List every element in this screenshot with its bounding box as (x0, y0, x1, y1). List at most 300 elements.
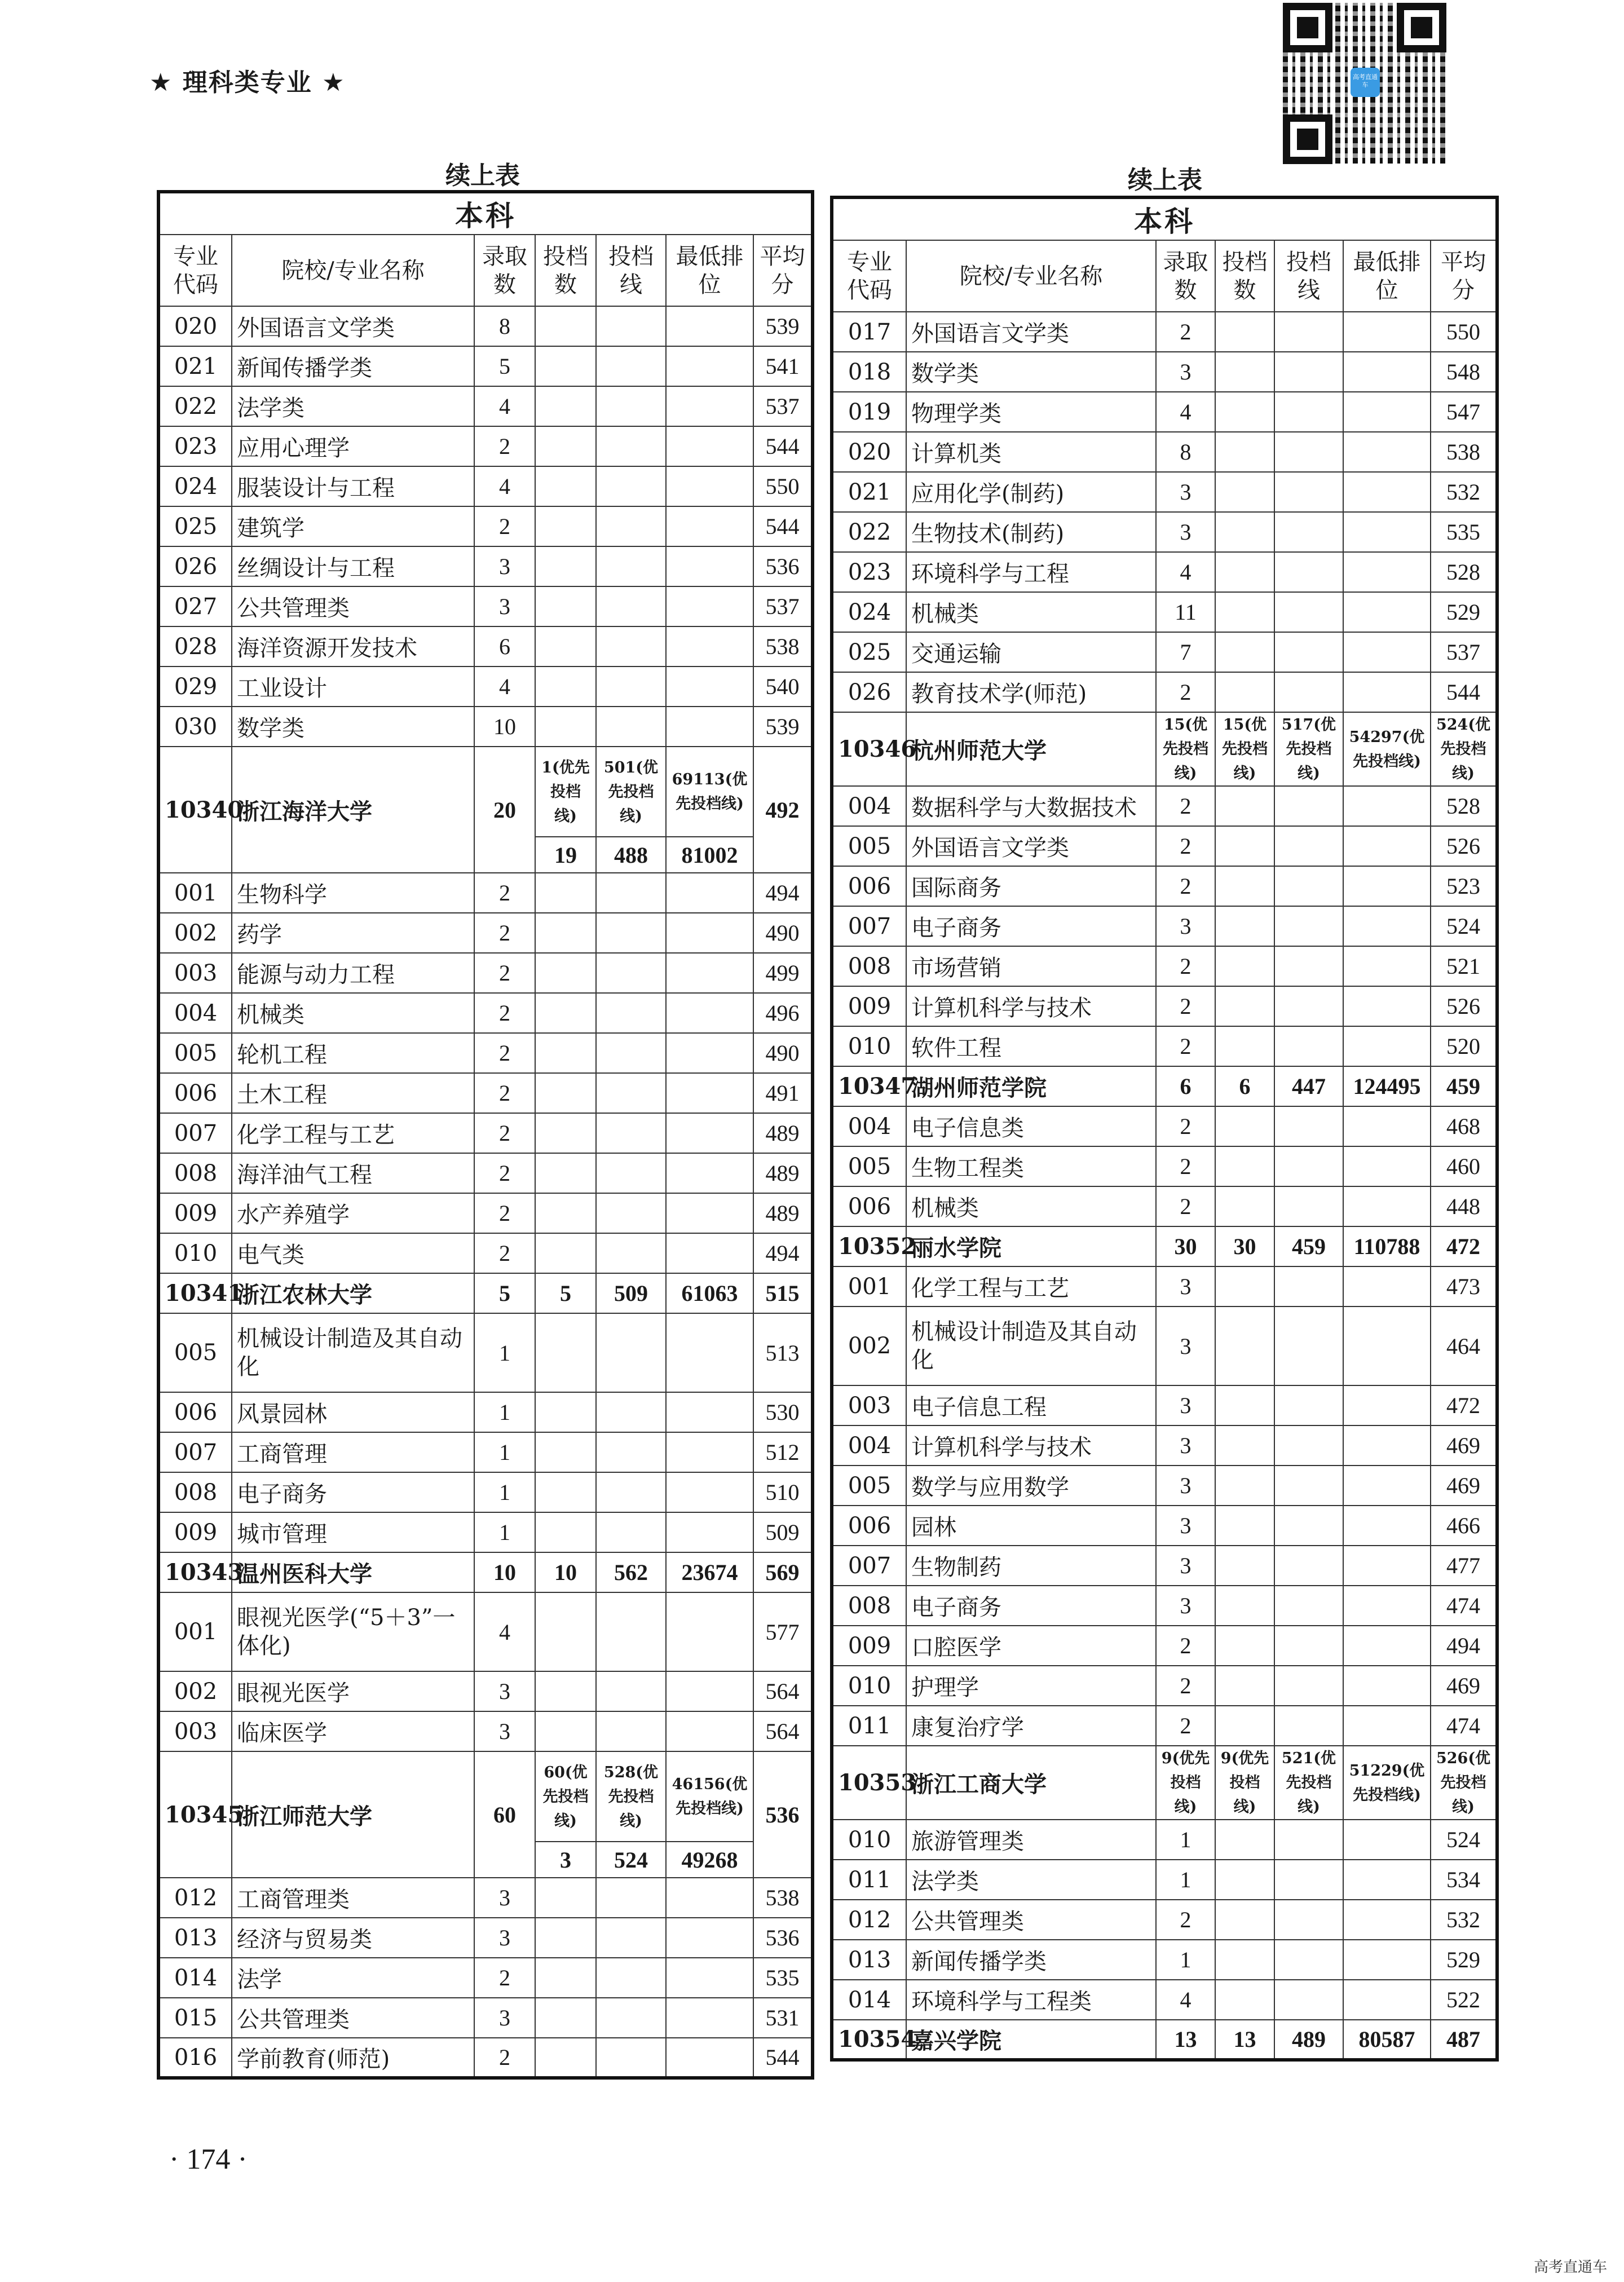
empty-cell (1215, 1706, 1274, 1746)
admit-count: 4 (1156, 392, 1215, 432)
major-name: 公共管理类 (232, 586, 474, 626)
major-row (832, 1586, 1497, 1626)
admit-count: 1 (474, 1313, 535, 1392)
major-code: 012 (832, 1900, 906, 1940)
band-row (832, 197, 1497, 240)
empty-cell (666, 1512, 753, 1552)
average-score: 536 (753, 1751, 813, 1878)
admit-count: 2 (474, 426, 535, 466)
empty-cell (1343, 1306, 1431, 1385)
header-row (832, 240, 1497, 312)
empty-cell (1274, 312, 1343, 352)
empty-cell (596, 1472, 666, 1512)
lowest-rank: 49268 (666, 1842, 753, 1878)
empty-cell (666, 1233, 753, 1273)
major-row (158, 666, 813, 707)
empty-cell (1274, 512, 1343, 552)
major-row (832, 1860, 1497, 1900)
major-name: 数学与应用数学 (906, 1466, 1156, 1506)
admit-count: 3 (1156, 352, 1215, 392)
empty-cell (596, 1592, 666, 1671)
major-name: 能源与动力工程 (232, 953, 474, 993)
empty-cell (535, 2038, 596, 2078)
projected-count-priority: 60(优先投档线) (535, 1751, 596, 1842)
empty-cell (596, 306, 666, 346)
major-code: 008 (158, 1472, 232, 1512)
average-score: 459 (1431, 1066, 1497, 1106)
projected-count: 19 (535, 837, 596, 873)
average-score: 464 (1431, 1306, 1497, 1385)
average-score: 490 (753, 1033, 813, 1073)
empty-cell (1215, 1306, 1274, 1385)
university-code: 10352 (832, 1226, 906, 1266)
admit-count: 20 (474, 747, 535, 873)
major-name: 经济与贸易类 (232, 1918, 474, 1958)
empty-cell (596, 953, 666, 993)
empty-cell (1343, 986, 1431, 1026)
major-row (832, 472, 1497, 512)
empty-cell (1274, 1820, 1343, 1860)
major-code: 010 (832, 1820, 906, 1860)
major-row (158, 1878, 813, 1918)
empty-cell (596, 993, 666, 1033)
empty-cell (535, 386, 596, 426)
empty-cell (666, 1998, 753, 2038)
major-code: 004 (832, 1106, 906, 1146)
projected-count: 15(优先投档线) (1215, 712, 1274, 786)
major-name: 工商管理 (232, 1432, 474, 1472)
projection-line: 489 (1274, 2020, 1343, 2060)
major-code: 002 (158, 1671, 232, 1711)
major-code: 023 (832, 552, 906, 592)
column-header: 专业代码 (158, 235, 232, 306)
average-score: 539 (753, 707, 813, 747)
major-row (832, 1546, 1497, 1586)
major-row (832, 1266, 1497, 1306)
major-row (832, 1466, 1497, 1506)
average-score: 532 (1431, 472, 1497, 512)
major-name: 数据科学与大数据技术 (906, 786, 1156, 826)
major-code: 001 (158, 1592, 232, 1671)
empty-cell (1215, 826, 1274, 866)
empty-cell (535, 1113, 596, 1153)
empty-cell (1343, 1980, 1431, 2020)
projection-line: 521(优先投档线) (1274, 1746, 1343, 1820)
major-name: 城市管理 (232, 1512, 474, 1552)
average-score: 474 (1431, 1586, 1497, 1626)
empty-cell (1343, 1940, 1431, 1980)
admit-count: 5 (474, 1273, 535, 1313)
admit-count: 2 (1156, 1666, 1215, 1706)
empty-cell (1274, 352, 1343, 392)
column-header: 投档数 (1215, 240, 1274, 312)
empty-cell (1215, 592, 1274, 632)
empty-cell (1343, 552, 1431, 592)
column-header: 投档线 (1274, 240, 1343, 312)
lowest-rank: 51229(优先投档线) (1343, 1746, 1431, 1820)
major-name: 眼视光医学(“5＋3”一体化) (232, 1592, 474, 1671)
admit-count: 2 (1156, 986, 1215, 1026)
university-code: 10354 (832, 2020, 906, 2060)
average-score: 521 (1431, 946, 1497, 986)
empty-cell (666, 346, 753, 386)
major-name: 电子信息类 (906, 1106, 1156, 1146)
major-code: 008 (832, 946, 906, 986)
admit-count: 3 (474, 1711, 535, 1751)
admit-count: 3 (474, 1878, 535, 1918)
empty-cell (596, 1073, 666, 1113)
empty-cell (1274, 1706, 1343, 1746)
major-row (158, 993, 813, 1033)
average-score: 466 (1431, 1506, 1497, 1546)
average-score: 492 (753, 747, 813, 873)
major-row (158, 913, 813, 953)
average-score: 540 (753, 666, 813, 707)
empty-cell (1274, 1106, 1343, 1146)
average-score: 537 (753, 386, 813, 426)
major-code: 011 (832, 1706, 906, 1746)
projection-line-priority: 501(优先投档线) (596, 747, 666, 837)
major-row (832, 312, 1497, 352)
empty-cell (1215, 1385, 1274, 1425)
admit-count: 2 (1156, 1186, 1215, 1226)
empty-cell (1343, 1026, 1431, 1066)
major-code: 017 (832, 312, 906, 352)
empty-cell (1343, 1266, 1431, 1306)
admit-count: 2 (1156, 866, 1215, 906)
major-code: 009 (158, 1512, 232, 1552)
major-code: 003 (832, 1385, 906, 1425)
empty-cell (1215, 866, 1274, 906)
average-score: 520 (1431, 1026, 1497, 1066)
admit-count: 3 (474, 1998, 535, 2038)
major-code: 012 (158, 1878, 232, 1918)
average-score: 564 (753, 1711, 813, 1751)
major-row (832, 1506, 1497, 1546)
major-row (158, 466, 813, 506)
admit-count: 2 (474, 506, 535, 546)
admit-count: 1 (474, 1392, 535, 1432)
major-name: 电气类 (232, 1233, 474, 1273)
average-score: 547 (1431, 392, 1497, 432)
major-row (158, 1592, 813, 1671)
average-score: 490 (753, 913, 813, 953)
university-name: 浙江师范大学 (232, 1751, 474, 1878)
empty-cell (666, 1711, 753, 1751)
major-row (158, 1512, 813, 1552)
major-name: 外国语言文学类 (232, 306, 474, 346)
major-code: 024 (158, 466, 232, 506)
major-row (158, 586, 813, 626)
admit-count: 8 (474, 306, 535, 346)
major-code: 008 (158, 1153, 232, 1193)
admit-count: 8 (1156, 432, 1215, 472)
empty-cell (596, 1113, 666, 1153)
average-score: 522 (1431, 1980, 1497, 2020)
empty-cell (666, 707, 753, 747)
major-row (158, 2038, 813, 2078)
major-code: 003 (158, 953, 232, 993)
major-name: 化学工程与工艺 (906, 1266, 1156, 1306)
major-code: 004 (832, 786, 906, 826)
admission-table-right (830, 196, 1499, 2062)
empty-cell (666, 1918, 753, 1958)
admit-count: 2 (474, 1153, 535, 1193)
admit-count: 1 (1156, 1860, 1215, 1900)
admit-count: 3 (1156, 1385, 1215, 1425)
empty-cell (1215, 472, 1274, 512)
major-row (832, 1306, 1497, 1385)
empty-cell (1343, 1820, 1431, 1860)
major-code: 020 (158, 306, 232, 346)
empty-cell (666, 1671, 753, 1711)
average-score: 550 (1431, 312, 1497, 352)
empty-cell (535, 626, 596, 666)
projection-line: 524 (596, 1842, 666, 1878)
major-name: 机械设计制造及其自动化 (906, 1306, 1156, 1385)
admit-count: 4 (474, 1592, 535, 1671)
projected-count: 5 (535, 1273, 596, 1313)
qr-code[interactable] (1283, 3, 1446, 164)
major-row (158, 1998, 813, 2038)
major-code: 007 (158, 1432, 232, 1472)
average-score: 526(优先投档线) (1431, 1746, 1497, 1820)
empty-cell (1215, 352, 1274, 392)
empty-cell (1274, 472, 1343, 512)
empty-cell (535, 1472, 596, 1512)
major-row (832, 592, 1497, 632)
major-code: 009 (158, 1193, 232, 1233)
empty-cell (535, 346, 596, 386)
major-name: 物理学类 (906, 392, 1156, 432)
empty-cell (535, 913, 596, 953)
major-row (158, 626, 813, 666)
admit-count: 2 (1156, 946, 1215, 986)
major-row (158, 1233, 813, 1273)
major-row (832, 432, 1497, 472)
average-score: 477 (1431, 1546, 1497, 1586)
lowest-rank-priority: 46156(优先投档线) (666, 1751, 753, 1842)
major-row (832, 826, 1497, 866)
major-row (158, 1671, 813, 1711)
major-name: 应用化学(制药) (906, 472, 1156, 512)
admit-count: 1 (474, 1512, 535, 1552)
empty-cell (1343, 946, 1431, 986)
empty-cell (1343, 786, 1431, 826)
empty-cell (1215, 1900, 1274, 1940)
average-score: 577 (753, 1592, 813, 1671)
major-code: 030 (158, 707, 232, 747)
empty-cell (1343, 1546, 1431, 1586)
empty-cell (1215, 1546, 1274, 1586)
average-score: 487 (1431, 2020, 1497, 2060)
average-score: 472 (1431, 1226, 1497, 1266)
major-code: 006 (158, 1073, 232, 1113)
empty-cell (535, 1671, 596, 1711)
empty-cell (1343, 1900, 1431, 1940)
major-code: 013 (832, 1940, 906, 1980)
empty-cell (1343, 866, 1431, 906)
major-row (158, 426, 813, 466)
university-row (832, 712, 1497, 786)
column-header: 最低排位 (1343, 240, 1431, 312)
qr-badge: 高考直通车 (1351, 68, 1380, 97)
major-code: 020 (832, 432, 906, 472)
empty-cell (596, 873, 666, 913)
column-header: 投档数 (535, 235, 596, 306)
major-name: 建筑学 (232, 506, 474, 546)
major-name: 生物工程类 (906, 1146, 1156, 1186)
major-name: 法学类 (906, 1860, 1156, 1900)
major-name: 法学 (232, 1958, 474, 1998)
admit-count: 11 (1156, 592, 1215, 632)
admit-count: 3 (474, 546, 535, 586)
average-score: 530 (753, 1392, 813, 1432)
university-row (158, 1751, 813, 1842)
major-name: 环境科学与工程 (906, 552, 1156, 592)
average-score: 524 (1431, 1820, 1497, 1860)
empty-cell (596, 546, 666, 586)
major-row (158, 873, 813, 913)
lowest-rank: 124495 (1343, 1066, 1431, 1106)
column-header: 录取数 (1156, 240, 1215, 312)
empty-cell (596, 1313, 666, 1392)
admit-count: 2 (474, 1073, 535, 1113)
admit-count: 1 (474, 1472, 535, 1512)
major-name: 护理学 (906, 1666, 1156, 1706)
empty-cell (666, 2038, 753, 2078)
empty-cell (1274, 1506, 1343, 1546)
major-code: 026 (832, 672, 906, 712)
empty-cell (666, 873, 753, 913)
empty-cell (596, 1958, 666, 1998)
empty-cell (1215, 1586, 1274, 1626)
empty-cell (535, 506, 596, 546)
major-row (832, 1900, 1497, 1940)
university-code: 10345 (158, 1751, 232, 1878)
empty-cell (666, 1153, 753, 1193)
major-code: 001 (158, 873, 232, 913)
major-row (158, 1918, 813, 1958)
average-score: 537 (753, 586, 813, 626)
major-code: 009 (832, 1626, 906, 1666)
average-score: 564 (753, 1671, 813, 1711)
admit-count: 3 (1156, 472, 1215, 512)
average-score: 532 (1431, 1900, 1497, 1940)
major-code: 006 (832, 1186, 906, 1226)
university-name: 温州医科大学 (232, 1552, 474, 1592)
admission-table-left (157, 190, 814, 2080)
empty-cell (1215, 906, 1274, 946)
major-name: 新闻传播学类 (906, 1940, 1156, 1980)
empty-cell (1343, 352, 1431, 392)
major-code: 005 (832, 826, 906, 866)
major-row (158, 386, 813, 426)
admit-count: 3 (1156, 1266, 1215, 1306)
average-score: 550 (753, 466, 813, 506)
empty-cell (535, 1592, 596, 1671)
empty-cell (1274, 866, 1343, 906)
empty-cell (535, 466, 596, 506)
admit-count: 3 (1156, 1586, 1215, 1626)
empty-cell (535, 873, 596, 913)
admit-count: 7 (1156, 632, 1215, 672)
major-code: 010 (158, 1233, 232, 1273)
admit-count: 2 (1156, 1706, 1215, 1746)
admit-count: 2 (1156, 826, 1215, 866)
admit-count: 6 (474, 626, 535, 666)
university-name: 浙江工商大学 (906, 1746, 1156, 1820)
major-code: 014 (158, 1958, 232, 1998)
major-code: 002 (158, 913, 232, 953)
major-row (832, 786, 1497, 826)
empty-cell (1343, 1586, 1431, 1626)
empty-cell (535, 1432, 596, 1472)
major-row (158, 1033, 813, 1073)
major-row (832, 352, 1497, 392)
major-row (832, 1706, 1497, 1746)
qr-finder-icon (1397, 3, 1446, 52)
major-row (832, 392, 1497, 432)
major-name: 计算机科学与技术 (906, 1425, 1156, 1466)
university-code: 10347 (832, 1066, 906, 1106)
lowest-rank-priority: 69113(优先投档线) (666, 747, 753, 837)
major-row (832, 1425, 1497, 1466)
empty-cell (666, 1392, 753, 1432)
major-name: 软件工程 (906, 1026, 1156, 1066)
empty-cell (1215, 672, 1274, 712)
admit-count: 2 (1156, 312, 1215, 352)
column-header: 院校/专业名称 (906, 240, 1156, 312)
projection-line: 447 (1274, 1066, 1343, 1106)
empty-cell (666, 586, 753, 626)
major-row (158, 953, 813, 993)
average-score: 509 (753, 1512, 813, 1552)
lowest-rank: 23674 (666, 1552, 753, 1592)
average-score: 529 (1431, 592, 1497, 632)
admit-count: 2 (1156, 1026, 1215, 1066)
projected-count: 6 (1215, 1066, 1274, 1106)
major-row (832, 512, 1497, 552)
lowest-rank: 110788 (1343, 1226, 1431, 1266)
major-name: 法学类 (232, 386, 474, 426)
empty-cell (1343, 1385, 1431, 1425)
university-row (832, 1066, 1497, 1106)
lowest-rank: 61063 (666, 1273, 753, 1313)
average-score: 494 (753, 1233, 813, 1273)
empty-cell (535, 666, 596, 707)
major-row (158, 1958, 813, 1998)
major-row (158, 1153, 813, 1193)
empty-cell (1215, 946, 1274, 986)
empty-cell (1274, 1146, 1343, 1186)
major-row (158, 1472, 813, 1512)
major-code: 001 (832, 1266, 906, 1306)
admit-count: 1 (1156, 1820, 1215, 1860)
university-code: 10341 (158, 1273, 232, 1313)
empty-cell (1274, 826, 1343, 866)
empty-cell (666, 1878, 753, 1918)
empty-cell (1343, 1186, 1431, 1226)
qr-finder-icon (1283, 114, 1332, 164)
empty-cell (535, 306, 596, 346)
column-header: 录取数 (474, 235, 535, 306)
university-row (832, 1746, 1497, 1820)
empty-cell (535, 1233, 596, 1273)
major-name: 公共管理类 (232, 1998, 474, 2038)
admit-count: 2 (1156, 786, 1215, 826)
major-name: 海洋资源开发技术 (232, 626, 474, 666)
